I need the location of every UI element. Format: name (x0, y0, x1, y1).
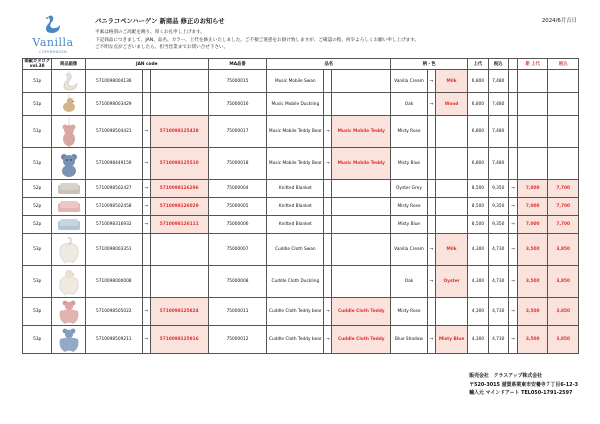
color-new (435, 216, 467, 234)
new-price: 3,500 (517, 326, 547, 354)
color: Misty Blue (391, 148, 428, 180)
price-tax: 4,730 (488, 234, 508, 266)
table-row (23, 234, 579, 266)
arrow-icon: → (427, 234, 435, 266)
header-color: 柄・色 (391, 59, 468, 70)
arrow-icon (427, 148, 435, 180)
catalog-page: 52p (23, 216, 52, 234)
new-price-tax (548, 116, 579, 148)
new-price: 7,000 (517, 198, 547, 216)
catalog-page: 53p (23, 266, 52, 298)
color-new (435, 198, 467, 216)
correction-table (22, 58, 579, 354)
arrow-icon (427, 180, 435, 198)
color: Misty Rose (391, 298, 428, 326)
new-price-tax: 7,700 (548, 180, 579, 198)
arrow-icon (142, 93, 150, 116)
ma-number: 75000012 (208, 326, 267, 354)
jan-code-new: 5710098125824 (150, 298, 208, 326)
jan-code-new: 5710098125916 (150, 326, 208, 354)
product-name-new (332, 234, 391, 266)
product-name-new: Cuddle Cloth Teddy (332, 298, 391, 326)
jan-code-new: 5710098125510 (150, 148, 208, 180)
price: 4,300 (468, 298, 488, 326)
product-image (52, 234, 85, 266)
color: Vanilla Cream (391, 70, 428, 93)
cuddle-cloth-bear-blue-icon (52, 327, 84, 353)
new-price (517, 148, 547, 180)
header-gap (508, 59, 517, 70)
arrow-icon (324, 234, 332, 266)
product-image (52, 298, 85, 326)
arrow-icon: → (427, 266, 435, 298)
new-price-tax: 7,700 (548, 198, 579, 216)
new-price: 7,000 (517, 216, 547, 234)
jan-code: 5710098504421 (85, 116, 142, 148)
ma-number: 75000008 (208, 266, 267, 298)
ma-number: 75000011 (208, 298, 267, 326)
teddy-bear-rose-icon (52, 117, 84, 147)
price: 6,800 (468, 93, 488, 116)
product-image (52, 266, 85, 298)
arrow-icon: → (324, 326, 332, 354)
price-tax: 7,480 (488, 93, 508, 116)
catalog-page: 53p (23, 234, 52, 266)
arrow-icon (142, 70, 150, 93)
new-price-tax: 7,700 (548, 216, 579, 234)
new-price: 7,000 (517, 180, 547, 198)
cuddle-cloth-swan-icon (52, 236, 84, 264)
new-price-tax: 3,850 (548, 298, 579, 326)
price: 8,500 (468, 180, 488, 198)
arrow-icon (324, 180, 332, 198)
arrow-icon: → (508, 298, 517, 326)
price-tax: 7,480 (488, 70, 508, 93)
jan-code: 5710098004136 (85, 70, 142, 93)
product-image (52, 148, 85, 180)
address: 〒520-3015 滋賀県栗東市安養寺７丁目6-12-3 (469, 381, 578, 388)
notice-line: ご不明な点がございましたら、担当営業までお問い合せ下さい。 (95, 45, 229, 50)
product-name: Knitted Blanket (267, 180, 324, 198)
jan-code: 5710098316932 (85, 216, 142, 234)
jan-code: 5710098003351 (85, 234, 142, 266)
header-ma: MA品番 (208, 59, 267, 70)
table-row (23, 298, 579, 326)
color-new (435, 298, 467, 326)
ma-number: 75000016 (208, 93, 267, 116)
table-row (23, 70, 579, 93)
price-tax: 4,730 (488, 298, 508, 326)
color-new (435, 180, 467, 198)
table-header-row (23, 59, 579, 70)
page-title: バニラコペンハーゲン 新商品 修正のお知らせ (95, 18, 225, 25)
color-new: Milk (435, 70, 467, 93)
product-image (52, 216, 85, 234)
arrow-icon: → (324, 116, 332, 148)
catalog-page: 51p (23, 70, 52, 93)
arrow-icon (324, 93, 332, 116)
product-name-new (332, 180, 391, 198)
product-name-new (332, 70, 391, 93)
table-row (23, 326, 579, 354)
table-row (23, 116, 579, 148)
duckling-mobile-icon (52, 94, 84, 114)
catalog-page: 51p (23, 148, 52, 180)
color-new: Misty Blue (435, 326, 467, 354)
table-row (23, 148, 579, 180)
price-tax: 9,350 (488, 216, 508, 234)
price-tax: 7,480 (488, 148, 508, 180)
color-new: Milk (435, 234, 467, 266)
price-tax: 4,730 (488, 326, 508, 354)
blanket-grey-icon (52, 182, 84, 196)
color: Vanilla Cream (391, 234, 428, 266)
header-jan: JAN code (85, 59, 208, 70)
new-price-tax (548, 148, 579, 180)
product-name-new (332, 93, 391, 116)
swan-logo-icon (42, 14, 62, 36)
arrow-icon: → (427, 70, 435, 93)
color-new (435, 148, 467, 180)
product-image (52, 116, 85, 148)
color-new: Wood (435, 93, 467, 116)
arrow-icon (508, 93, 517, 116)
new-price-tax (548, 70, 579, 93)
ma-number: 75000018 (208, 148, 267, 180)
price: 8,500 (468, 198, 488, 216)
arrow-icon: → (427, 326, 435, 354)
color: Oyster Grey (391, 180, 428, 198)
arrow-icon: → (508, 198, 517, 216)
cuddle-cloth-duckling-icon (52, 268, 84, 296)
table-row (23, 180, 579, 198)
color-new: Oyster (435, 266, 467, 298)
table-row (23, 216, 579, 234)
header-price: 上代 (468, 59, 488, 70)
arrow-icon: → (142, 216, 150, 234)
new-price-tax: 3,850 (548, 266, 579, 298)
arrow-icon (324, 198, 332, 216)
importer: 輸入元 マインドアート TEL050-1791-2597 (469, 390, 573, 397)
product-image (52, 93, 85, 116)
notice-date: 2024/6月吉日 (541, 18, 577, 24)
arrow-icon: → (508, 216, 517, 234)
arrow-icon (508, 116, 517, 148)
product-name: Music Mobile Swan (267, 70, 324, 93)
arrow-icon: → (324, 148, 332, 180)
new-price: 3,500 (517, 234, 547, 266)
table-row (23, 266, 579, 298)
product-name: Cuddle Cloth Teddy bear (267, 326, 324, 354)
arrow-icon (427, 198, 435, 216)
product-image (52, 180, 85, 198)
product-image (52, 198, 85, 216)
product-name-new: Music Mobile Teddy (332, 116, 391, 148)
jan-code-new: 5710098126296 (150, 180, 208, 198)
jan-code: 5710098000008 (85, 266, 142, 298)
brand-logo (20, 14, 86, 58)
teddy-bear-blue-icon (52, 151, 84, 177)
color: Blue Shadow (391, 326, 428, 354)
jan-code: 5710098502458 (85, 198, 142, 216)
new-price-tax: 3,850 (548, 326, 579, 354)
arrow-icon: → (508, 326, 517, 354)
footer (469, 372, 578, 398)
catalog-page: 51p (23, 93, 52, 116)
new-price (517, 93, 547, 116)
notice-line: 平素は格別のご高配を賜り、厚くお礼申し上げます。 (95, 30, 205, 35)
jan-code-new (150, 93, 208, 116)
swan-mobile-icon (52, 71, 84, 91)
product-name-new (332, 266, 391, 298)
arrow-icon: → (142, 116, 150, 148)
color-new (435, 116, 467, 148)
color: Misty Blue (391, 216, 428, 234)
new-price: 3,500 (517, 266, 547, 298)
arrow-icon: → (142, 198, 150, 216)
price: 6,800 (468, 148, 488, 180)
price: 4,300 (468, 234, 488, 266)
price-tax: 9,350 (488, 198, 508, 216)
product-name-new (332, 198, 391, 216)
price-tax: 9,350 (488, 180, 508, 198)
brand-sub: COPENHAGEN (39, 50, 67, 54)
arrow-icon: → (324, 298, 332, 326)
product-name: Cuddle Cloth Duckling (267, 266, 324, 298)
catalog-page: 51p (23, 116, 52, 148)
product-name: Music Mobile Teddy Bear (267, 116, 324, 148)
jan-code: 5710098502427 (85, 180, 142, 198)
product-name-new (332, 216, 391, 234)
header-name: 品名 (267, 59, 391, 70)
arrow-icon (508, 148, 517, 180)
ma-number: 75000006 (208, 216, 267, 234)
header-tax: 税込 (488, 59, 508, 70)
arrow-icon (324, 266, 332, 298)
price-tax: 7,480 (488, 116, 508, 148)
jan-code: 5710098509211 (85, 326, 142, 354)
blanket-rose-icon (52, 200, 84, 214)
brand-name: Vanilla (32, 36, 74, 49)
new-price-tax: 3,850 (548, 234, 579, 266)
arrow-icon: → (508, 234, 517, 266)
ma-number: 75000017 (208, 116, 267, 148)
jan-code-new (150, 234, 208, 266)
arrow-icon: → (142, 298, 150, 326)
header-new-tax: 税込 (548, 59, 579, 70)
price: 4,300 (468, 266, 488, 298)
price-tax: 4,730 (488, 266, 508, 298)
table-row (23, 93, 579, 116)
ma-number: 75000015 (208, 70, 267, 93)
jan-code-new (150, 70, 208, 93)
arrow-icon: → (508, 180, 517, 198)
ma-number: 75000004 (208, 180, 267, 198)
arrow-icon (427, 216, 435, 234)
arrow-icon: → (142, 180, 150, 198)
cuddle-cloth-bear-rose-icon (52, 299, 84, 325)
arrow-icon (427, 116, 435, 148)
new-price: 3,500 (517, 298, 547, 326)
color: Oak (391, 266, 428, 298)
jan-code-new: 5710098126111 (150, 216, 208, 234)
color: Oak (391, 93, 428, 116)
catalog-page: 53p (23, 326, 52, 354)
color: Misty Rose (391, 116, 428, 148)
product-name: Knitted Blanket (267, 216, 324, 234)
jan-code: 5710098505022 (85, 298, 142, 326)
notice-notes (95, 29, 419, 52)
table-row (23, 198, 579, 216)
product-name-new: Cuddle Cloth Teddy (332, 326, 391, 354)
product-name: Cuddle Cloth Teddy bear (267, 298, 324, 326)
arrow-icon (508, 70, 517, 93)
price: 8,500 (468, 216, 488, 234)
catalog-page: 52p (23, 198, 52, 216)
product-image (52, 326, 85, 354)
jan-code: 5710098449159 (85, 148, 142, 180)
arrow-icon: → (142, 148, 150, 180)
catalog-page: 53p (23, 298, 52, 326)
arrow-icon (324, 70, 332, 93)
notice-line: 下記商品につきまして、JAN、品名、カラー、上代を修正いたしました。ご不便ご迷惑をお掛け致しますが、ご確認の程、何卒よろしくお願い申し上げます。 (95, 37, 420, 43)
product-name-new: Music Mobile Teddy (332, 148, 391, 180)
ma-number: 75000007 (208, 234, 267, 266)
product-image (52, 70, 85, 93)
new-price-tax (548, 93, 579, 116)
price: 6,800 (468, 70, 488, 93)
new-price (517, 70, 547, 93)
arrow-icon: → (508, 266, 517, 298)
color: Misty Rose (391, 198, 428, 216)
arrow-icon (324, 216, 332, 234)
arrow-icon: → (427, 93, 435, 116)
arrow-icon (142, 234, 150, 266)
new-price (517, 116, 547, 148)
header-new-price: 新 上代 (517, 59, 547, 70)
seller: 販売会社 クラスアップ株式会社 (469, 373, 543, 379)
arrow-icon (427, 298, 435, 326)
header-image: 商品画像 (52, 59, 85, 70)
product-name: Music Mobile Duckling (267, 93, 324, 116)
price: 4,300 (468, 326, 488, 354)
arrow-icon (142, 266, 150, 298)
jan-code-new: 5710098126029 (150, 198, 208, 216)
catalog-page: 52p (23, 180, 52, 198)
jan-code-new: 5710098125428 (150, 116, 208, 148)
jan-code-new (150, 266, 208, 298)
header-catalog: 掲載カタログ vol.38 (24, 59, 51, 69)
product-name: Music Mobile Teddy Bear (267, 148, 324, 180)
product-name: Knitted Blanket (267, 198, 324, 216)
arrow-icon: → (142, 326, 150, 354)
blanket-blue-icon (52, 218, 84, 232)
jan-code: 5710098003429 (85, 93, 142, 116)
price: 6,800 (468, 116, 488, 148)
product-name: Cuddle Cloth Swan (267, 234, 324, 266)
ma-number: 75000005 (208, 198, 267, 216)
